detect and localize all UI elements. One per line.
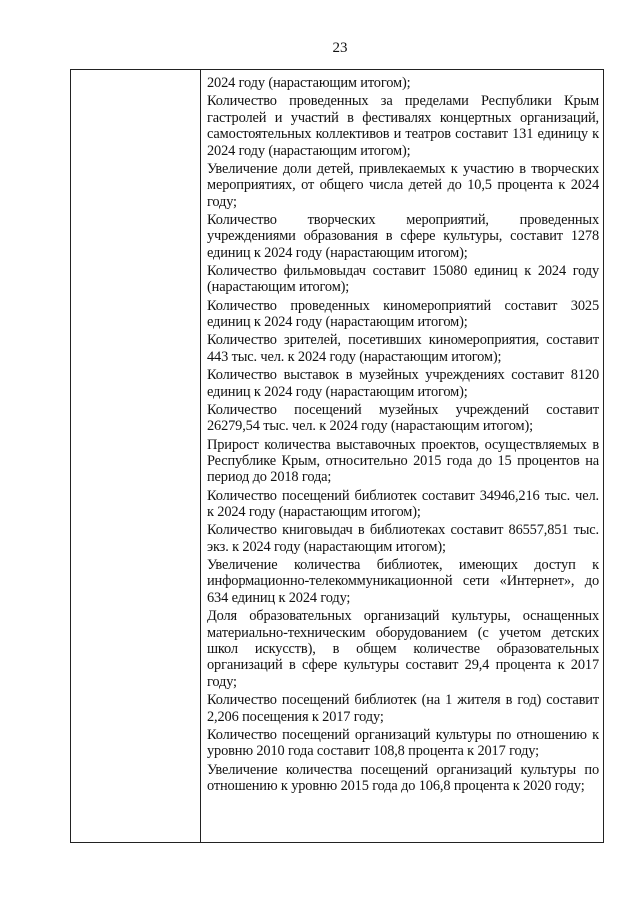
indicator-entry: Количество фильмовыдач составит 15080 единиц к 2024 году (нарастающим итогом); xyxy=(207,263,599,296)
indicator-entry: Количество проведенных за пределами Республики Крым гастролей и участий в фестивалях концертных организаций, самостоятельных коллективов и театров составит 131 единицу к 2024 году (нарастающим итогом); xyxy=(207,93,599,159)
indicator-entry: Количество посещений музейных учреждений составит 26279,54 тыс. чел. к 2024 году (нарастающим итогом); xyxy=(207,401,599,435)
indicator-entry: Доля образовательных организаций культуры, оснащенных материально-техническим оборудованием (с учетом детских школ искусств), в общем количестве образовательных организаций в сфере культуры составит 29,4 процента к 2017 году; xyxy=(207,608,599,690)
indicator-entry: Количество посещений библиотек (на 1 жителя в год) составит 2,206 посещения к 2017 году; xyxy=(207,692,599,725)
indicator-entry: Увеличение количества посещений организаций культуры по отношению к уровню 2015 года до 106,8 процента к 2020 году; xyxy=(207,761,599,794)
document-table xyxy=(70,69,604,843)
page-number: 23 xyxy=(332,40,348,56)
indicator-entry: 2024 году (нарастающим итогом); xyxy=(207,75,411,91)
indicator-entry: Количество выставок в музейных учреждениях составит 8120 единиц к 2024 году (нарастающим итогом); xyxy=(207,367,599,400)
indicator-entry: Количество творческих мероприятий, проведенных учреждениями образования в сфере культуры, составит 1278 единиц к 2024 году (нарастающим итогом); xyxy=(207,211,599,261)
indicator-entry: Количество книговыдач в библиотеках составит 86557,851 тыс. экз. к 2024 году (нарастающим итогом); xyxy=(207,522,599,555)
indicator-entry: Количество зрителей, посетивших киномероприятия, составит 443 тыс. чел. к 2024 году (нарастающим итогом); xyxy=(207,332,599,365)
indicator-entry: Увеличение количества библиотек, имеющих доступ к информационно-телекоммуникационной сети «Интернет», до 634 единиц к 2024 году; xyxy=(207,557,599,606)
indicator-entry: Прирост количества выставочных проектов, осуществляемых в Республике Крым, относительно 2015 года до 15 процентов на период до 2018 года; xyxy=(207,436,599,486)
table-left-cell xyxy=(71,70,201,842)
indicator-entry: Количество проведенных киномероприятий составит 3025 единиц к 2024 году (нарастающим итогом); xyxy=(207,297,599,331)
indicator-entry: Увеличение доли детей, привлекаемых к участию в творческих мероприятиях, от общего числа детей до 10,5 процента к 2024 году; xyxy=(207,160,599,210)
table-right-cell xyxy=(207,75,599,796)
indicator-entry: Количество посещений библиотек составит 34946,216 тыс. чел. к 2024 году (нарастающим итогом); xyxy=(207,487,599,521)
indicator-entry: Количество посещений организаций культуры по отношению к уровню 2010 года составит 108,8 процента к 2017 году; xyxy=(207,726,599,760)
